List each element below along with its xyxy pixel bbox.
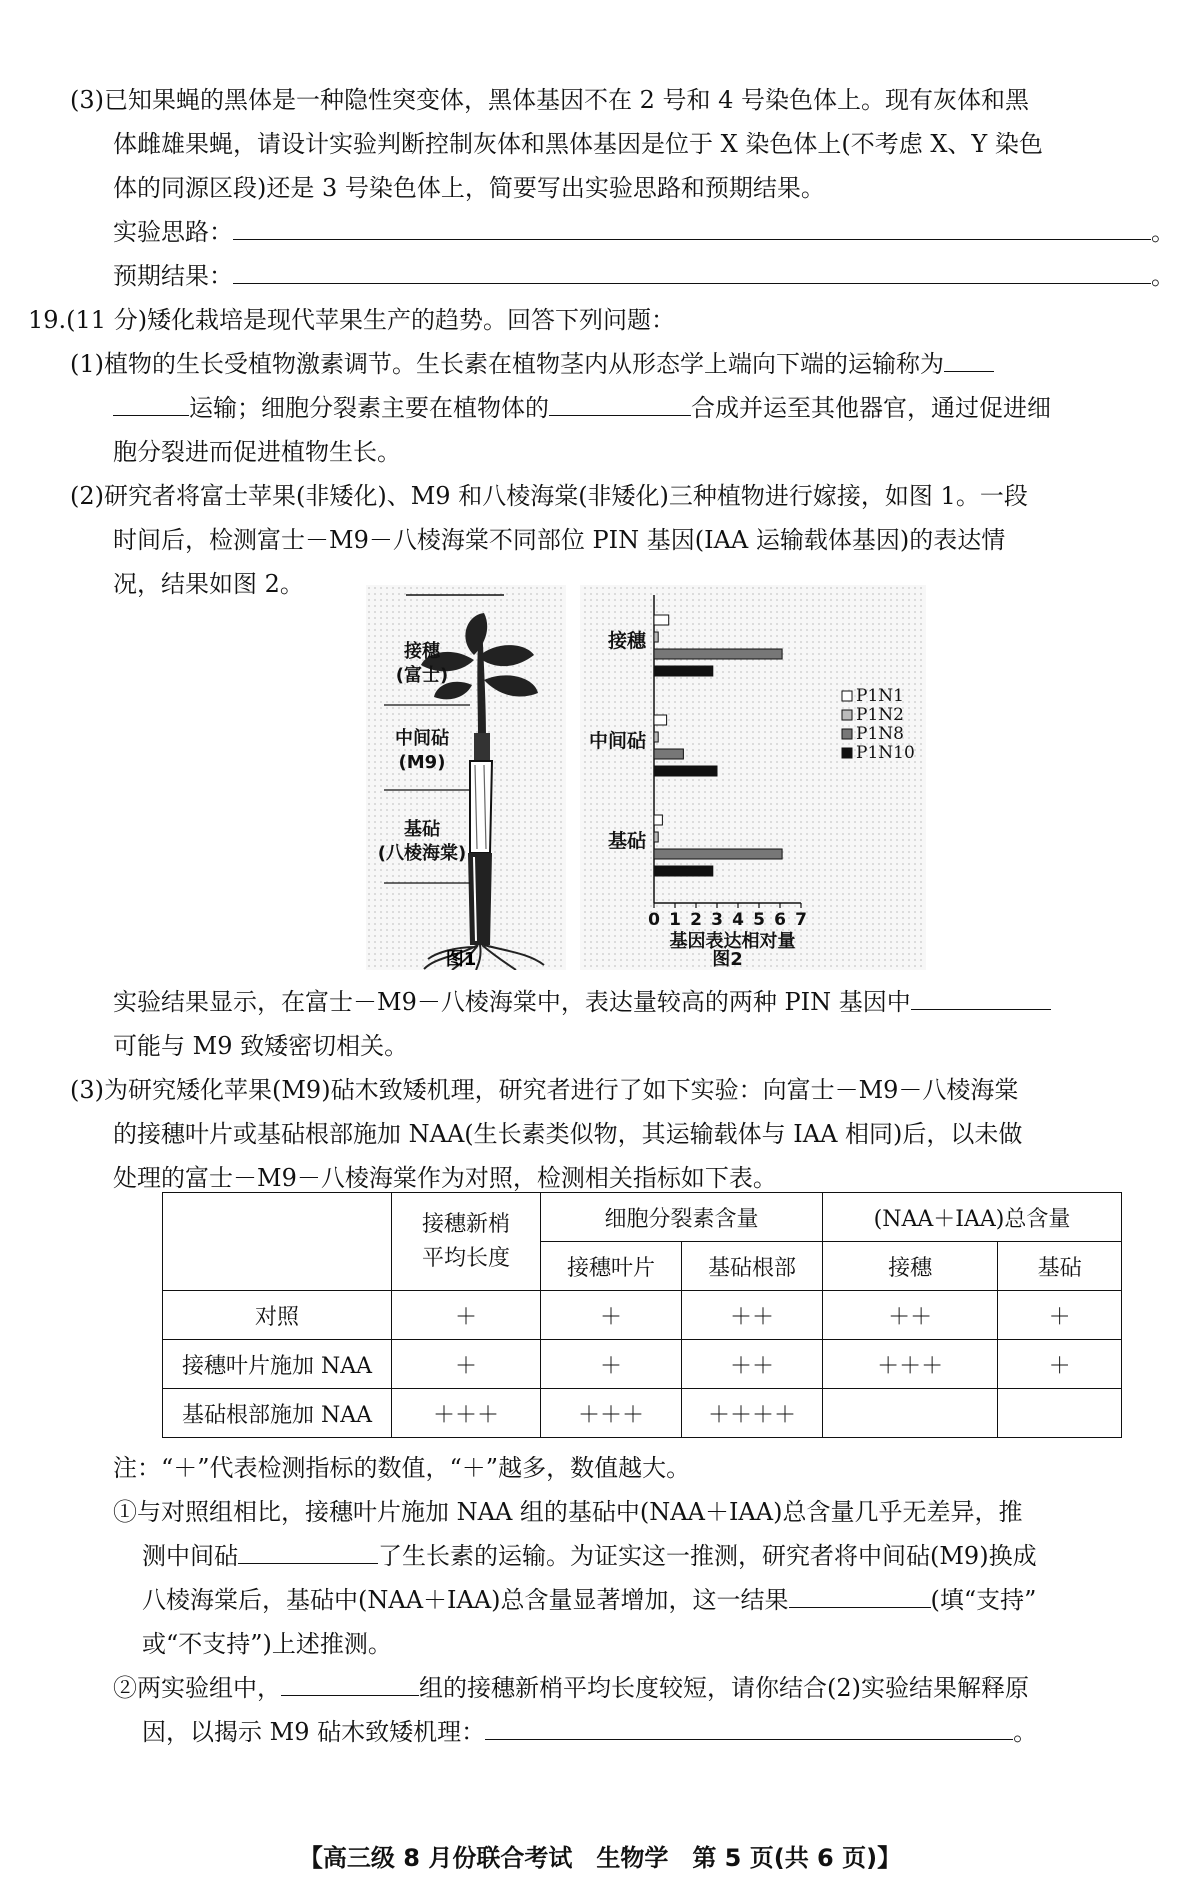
bar-p1n8-2 xyxy=(654,849,782,859)
q19-3-1-line2: 测中间砧 了生长素的运输。为证实这一推测，研究者将中间砧(M9)换成 xyxy=(142,1534,1037,1578)
q19-2-result-line1: 实验结果显示，在富士－M9－八棱海棠中，表达量较高的两种 PIN 基因中 xyxy=(113,980,1051,1024)
legend-swatch xyxy=(842,710,852,720)
q19-3-line2: 的接穗叶片或基砧根部施加 NAA(生长素类似物，其运输载体与 IAA 相同)后，以未做 xyxy=(113,1120,1023,1148)
q18-3-line2: 体雌雄果蝇，请设计实验判断控制灰体和黑体基因是位于 X 染色体上(不考虑 X、Y 染色 xyxy=(113,130,1043,158)
q19-1-line3: 胞分裂进而促进植物生长。 xyxy=(113,438,401,466)
expected-result-line: 预期结果： 。 xyxy=(113,254,1175,298)
category-label: 接穗 xyxy=(607,630,646,652)
figures xyxy=(366,585,926,976)
figure1-caption: 图1 xyxy=(445,949,477,970)
q19-3-line3: 处理的富士－M9－八棱海棠作为对照，检测相关指标如下表。 xyxy=(113,1164,777,1192)
category-label: 中间砧 xyxy=(588,730,646,752)
figure-svg xyxy=(366,585,926,970)
th-shoot-length: 接穗新梢 平均长度 xyxy=(392,1193,541,1291)
mid-rootstock-blank[interactable] xyxy=(238,1537,378,1564)
q19-1-line1: (1)植物的生长受植物激素调节。生长素在植物茎内从形态学上端向下端的运输称为 xyxy=(70,342,994,386)
th-cytokinin: 细胞分裂素含量 xyxy=(541,1193,823,1242)
bar-p1n2-0 xyxy=(654,632,658,642)
legend-label: P1N2 xyxy=(856,705,904,725)
q18-3-line3: 体的同源区段)还是 3 号染色体上，简要写出实验思路和预期结果。 xyxy=(113,174,825,202)
legend-label: P1N8 xyxy=(856,724,904,744)
mechanism-blank[interactable] xyxy=(485,1713,1013,1740)
legend-label: P1N10 xyxy=(856,743,915,763)
x-axis-label: 基因表达相对量 xyxy=(669,931,796,952)
legend-swatch xyxy=(842,691,852,701)
experiment-idea-blank[interactable] xyxy=(233,213,1151,240)
th-naa-scion: 接穗 xyxy=(823,1242,998,1291)
x-tick-label: 3 xyxy=(711,910,723,930)
x-tick-label: 5 xyxy=(753,910,765,930)
table-note: 注：“＋”代表检测指标的数值，“＋”越多，数值越大。 xyxy=(113,1454,691,1482)
label-scion-sub: (富士) xyxy=(395,665,449,686)
q19-3-1-line3: 八棱海棠后，基砧中(NAA＋IAA)总含量显著增加，这一结果 (填“支持” xyxy=(142,1578,1036,1622)
x-tick-label: 0 xyxy=(648,910,660,930)
q19-3-1-line1: ①与对照组相比，接穗叶片施加 NAA 组的基砧中(NAA＋IAA)总含量几乎无差异，推 xyxy=(113,1498,1023,1526)
category-label: 基砧 xyxy=(607,830,646,852)
q19-2-line3: 况，结果如图 2。 xyxy=(113,570,304,598)
q19-2-line2: 时间后，检测富士－M9－八棱海棠不同部位 PIN 基因(IAA 运输载体基因)的表达情 xyxy=(113,526,1006,554)
q19-title: 19.(11 分)矮化栽培是现代苹果生产的趋势。回答下列问题： xyxy=(28,306,676,334)
table-row: 基砧根部施加 NAA ＋＋＋ ＋＋＋ ＋＋＋＋ xyxy=(163,1389,1122,1438)
figure2-caption: 图2 xyxy=(712,949,743,970)
bar-p1n8-1 xyxy=(654,749,683,759)
bar-p1n10-2 xyxy=(654,866,713,876)
experiment-idea-label: 实验思路： xyxy=(113,218,233,246)
q19-3-1-line4: 或“不支持”)上述推测。 xyxy=(142,1630,392,1658)
th-ck-leaf: 接穗叶片 xyxy=(541,1242,682,1291)
label-mid: 中间砧 xyxy=(395,728,449,749)
bar-p1n1-0 xyxy=(654,615,669,625)
results-table xyxy=(162,1192,1122,1438)
figure1-background xyxy=(366,585,566,970)
bar-p1n2-1 xyxy=(654,732,658,742)
legend-swatch xyxy=(842,729,852,739)
label-scion: 接穗 xyxy=(404,641,440,662)
x-tick-label: 7 xyxy=(795,910,807,930)
q19-1-blank1b[interactable] xyxy=(113,389,189,416)
label-base-sub: (八棱海棠) xyxy=(377,843,467,864)
q19-3-line1: (3)为研究矮化苹果(M9)砧木致矮机理，研究者进行了如下实验：向富士－M9－八棱海棠 xyxy=(70,1076,1019,1104)
th-naa-base: 基砧 xyxy=(998,1242,1122,1291)
bar-p1n10-1 xyxy=(654,766,717,776)
q19-2-line1: (2)研究者将富士苹果(非矮化)、M9 和八棱海棠(非矮化)三种植物进行嫁接，如图 1。一段 xyxy=(70,482,1028,510)
legend-label: P1N1 xyxy=(856,686,904,706)
q19-3-2-line1: ②两实验组中， 组的接穗新梢平均长度较短，请你结合(2)实验结果解释原 xyxy=(113,1666,1029,1710)
q19-2-result-line2: 可能与 M9 致矮密切相关。 xyxy=(113,1032,409,1060)
x-tick-label: 4 xyxy=(732,910,744,930)
group-blank[interactable] xyxy=(281,1669,419,1696)
th-naa-iaa: (NAA＋IAA)总含量 xyxy=(823,1193,1122,1242)
x-tick-label: 2 xyxy=(690,910,702,930)
label-base: 基砧 xyxy=(404,819,440,840)
th-ck-root: 基砧根部 xyxy=(682,1242,823,1291)
q19-3-2-line2: 因，以揭示 M9 砧木致矮机理： 。 xyxy=(142,1710,1037,1754)
support-blank[interactable] xyxy=(789,1581,931,1608)
q19-1-line2: 运输；细胞分裂素主要在植物体的 合成并运至其他器官，通过促进细 xyxy=(113,386,1051,430)
bar-p1n2-2 xyxy=(654,832,658,842)
page-footer: 【高三级 8 月份联合考试 生物学 第 5 页(共 6 页)】 xyxy=(298,1844,902,1872)
table-row: 接穗叶片施加 NAA ＋ ＋ ＋＋ ＋＋＋ ＋ xyxy=(163,1340,1122,1389)
q19-1-blank2[interactable] xyxy=(549,389,691,416)
experiment-idea-line: 实验思路： 。 xyxy=(113,210,1175,254)
x-tick-label: 6 xyxy=(774,910,786,930)
bar-p1n10-0 xyxy=(654,666,713,676)
pin-gene-blank[interactable] xyxy=(911,983,1051,1010)
label-mid-sub: (M9) xyxy=(398,752,446,773)
table-corner xyxy=(163,1193,392,1291)
bar-p1n1-2 xyxy=(654,815,662,825)
legend-swatch xyxy=(842,748,852,758)
bar-p1n1-1 xyxy=(654,715,667,725)
table-row: 对照 ＋ ＋ ＋＋ ＋＋ ＋ xyxy=(163,1291,1122,1340)
bar-p1n8-0 xyxy=(654,649,782,659)
q18-3-line1: (3)已知果蝇的黑体是一种隐性突变体，黑体基因不在 2 号和 4 号染色体上。现有灰体和黑 xyxy=(70,86,1030,114)
expected-result-label: 预期结果： xyxy=(113,262,233,290)
x-tick-label: 1 xyxy=(669,910,681,930)
expected-result-blank[interactable] xyxy=(233,257,1151,284)
q19-1-blank1a[interactable] xyxy=(944,345,994,372)
